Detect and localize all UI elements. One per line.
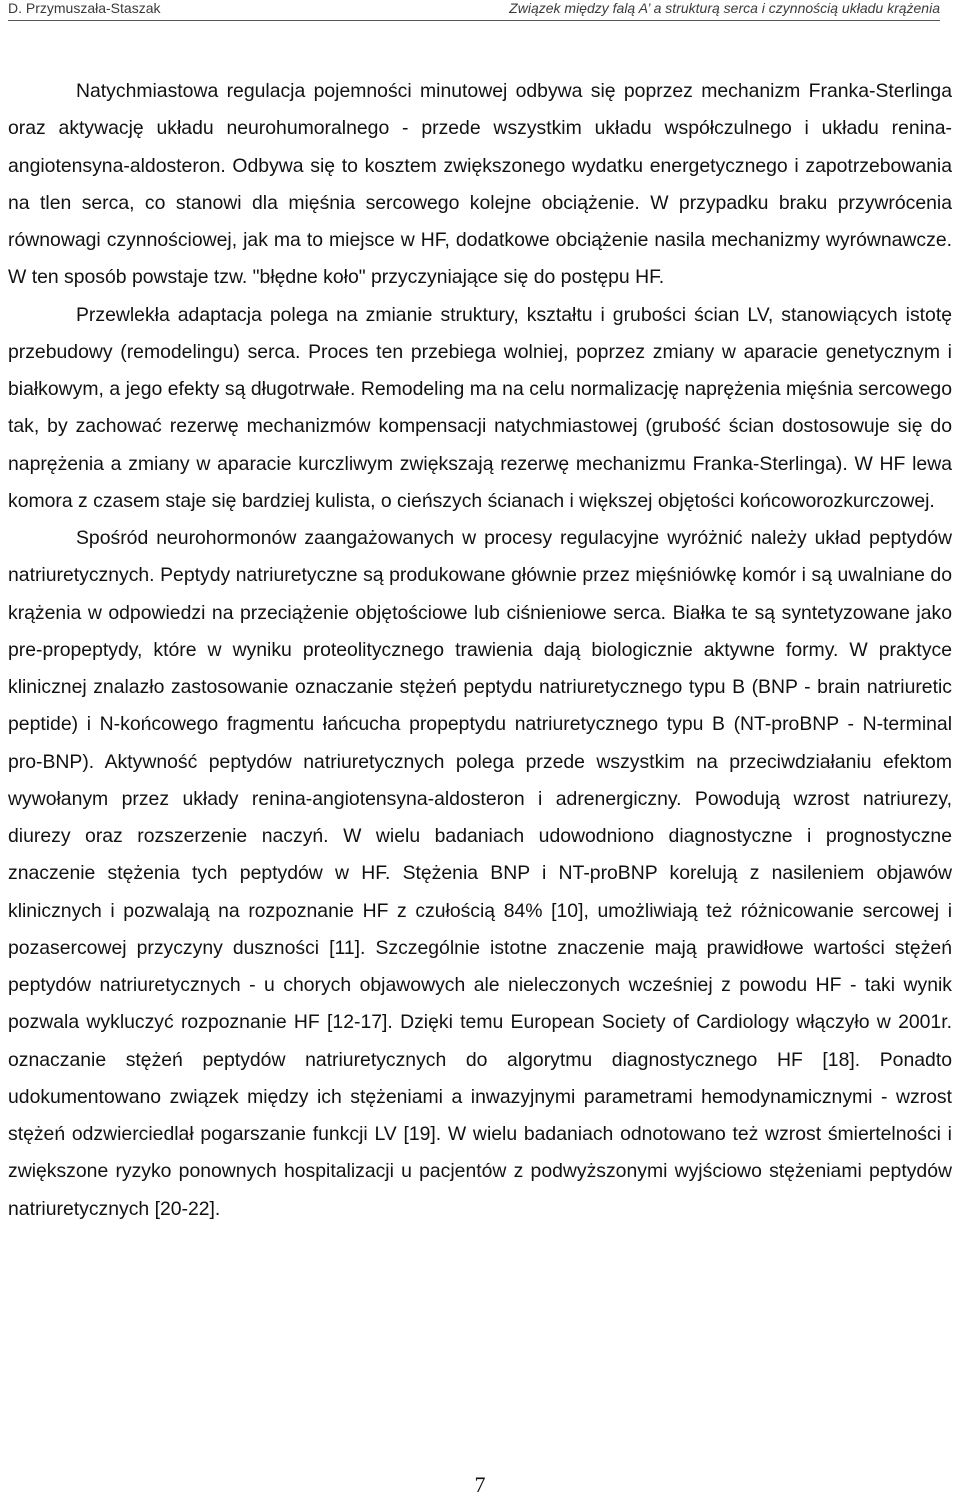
- header-author: D. Przymuszała-Staszak: [8, 0, 161, 16]
- header-title: Związek między falą A’ a strukturą serca i czynnością układu krążenia: [509, 0, 940, 16]
- paragraph-regulation: Natychmiastowa regulacja pojemności minutowej odbywa się poprzez mechanizm Franka-Sterlinga oraz aktywację układu neurohumoralnego - przede wszystkim układu współczulnego i układu renina-angiotensyna-aldosteron. Odbywa się to kosztem zwiększonego wydatku energetycznego i zapotrzebowania na tlen serca, co stanowi dla mięśnia sercowego kolejne obciążenie. W przypadku braku przywrócenia równowagi czynnościowej, jak ma to miejsce w HF, dodatkowe obciążenie nasila mechanizmy wyrównawcze. W ten sposób powstaje tzw. "błędne koło" przyczyniające się do postępu HF.: [8, 80, 952, 289]
- page-number: 7: [474, 1472, 486, 1497]
- paragraph-natriuretic-peptides: Spośród neurohormonów zaangażowanych w procesy regulacyjne wyróżnić należy układ peptydów natriuretycznych. Peptydy natriuretyczne są produkowane głównie przez mięśniówkę komór i są uwalniane do krążenia w odpowiedzi na przeciążenie objętościowe lub ciśnieniowe serca. Białka te są syntetyzowane jako pre-propeptydy, które w wyniku proteolitycznego trawienia dają biologicznie aktywne formy. W praktyce klinicznej znalazło zastosowanie oznaczanie stężeń peptydu natriuretycznego typu B (BNP - brain natriuretic peptide) i N-końcowego fragmentu łańcucha propeptydu natriuretycznego typu B (NT-proBNP - N-terminal pro-BNP). Aktywność peptydów natriuretycznych polega przede wszystkim na przeciwdziałaniu efektom wywołanym przez układy renina-angiotensyna-aldosteron i adrenergiczny. Powodują wzrost natriurezy, diurezy oraz rozszerzenie naczyń. W wielu badaniach udowodniono diagnostyczne i prognostyczne znaczenie stężenia tych peptydów w HF. Stężenia BNP i NT-proBNP korelują z nasileniem objawów klinicznych i pozwalają na rozpoznanie HF z czułością 84% [10], umożliwiają też różnicowanie sercowej i pozasercowej przyczyny duszności [11]. Szczególnie istotne znaczenie mają prawidłowe wartości stężeń peptydów natriuretycznych - u chorych objawowych ale nieleczonych wcześniej z powodu HF - taki wynik pozwala wykluczyć rozpoznanie HF [12-17]. Dzięki temu European Society of Cardiology włączyło w 2001r. oznaczanie stężeń peptydów natriuretycznych do algorytmu diagnostycznego HF [18]. Ponadto udokumentowano związek między ich stężeniami a inwazyjnymi parametrami hemodynamicznymi - wzrost stężeń odzwierciedlał pogarszanie funkcji LV [19]. W wielu badaniach odnotowano też wzrost śmiertelności i zwiększone ryzyko ponownych hospitalizacji u pacjentów z podwyższonymi wyjściowo stężeniami peptydów natriuretycznych [20-22].: [8, 527, 952, 1220]
- running-header: [0, 0, 960, 22]
- header-divider: [8, 20, 940, 21]
- page-body: [8, 73, 952, 1228]
- paragraph-remodeling: Przewlekła adaptacja polega na zmianie struktury, kształtu i grubości ścian LV, stanowiących istotę przebudowy (remodelingu) serca. Proces ten przebiega wolniej, poprzez zmiany w aparacie genetycznym i białkowym, a jego efekty są długotrwałe. Remodeling ma na celu normalizację naprężenia mięśnia sercowego tak, by zachować rezerwę mechanizmów kompensacji natychmiastowej (grubość ścian dostosowuje się do naprężenia a zmiany w aparacie kurczliwym zwiększają rezerwę mechanizmu Franka-Sterlinga). W HF lewa komora z czasem staje się bardziej kulista, o cieńszych ścianach i większej objętości końcoworozkurczowej.: [8, 303, 952, 512]
